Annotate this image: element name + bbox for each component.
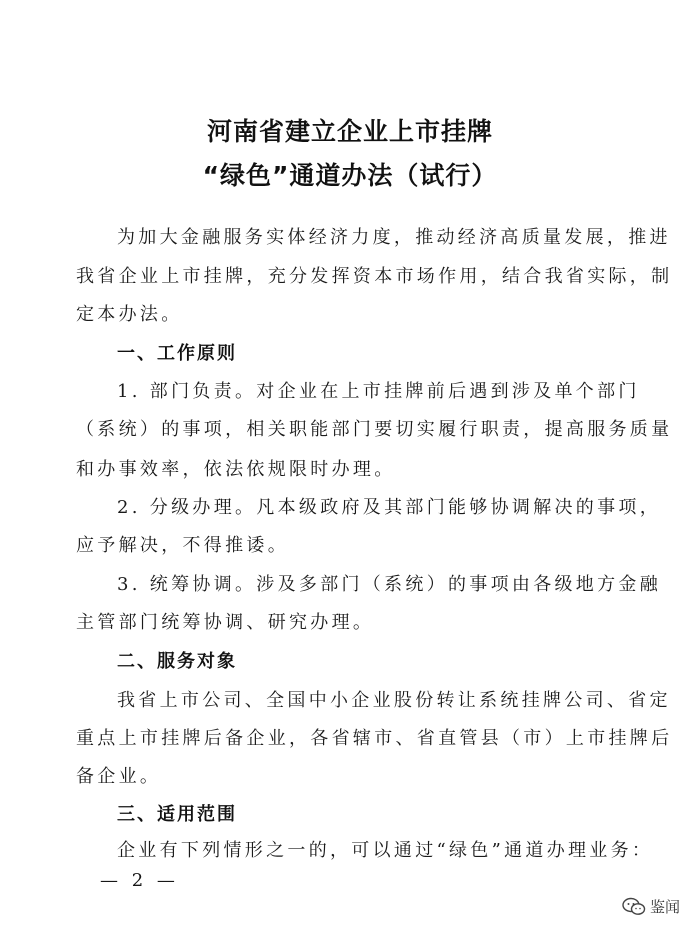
section1-item2-line-1: 2. 分级办理。凡本级政府及其部门能够协调解决的事项， — [117, 497, 661, 518]
section1-item1-line-3: 和办事效率，依法依规限时办理。 — [76, 459, 396, 480]
section1-item1-line-1: 1. 部门负责。对企业在上市挂牌前后遇到涉及单个部门 — [117, 381, 640, 402]
page-number: — 2 — — [100, 870, 179, 891]
section2-line-2: 重点上市挂牌后备企业，各省辖市、省直管县（市）上市挂牌后 — [76, 728, 673, 749]
document-title-line-1: 河南省建立企业上市挂牌 — [206, 117, 493, 146]
section-heading-2: 二、服务对象 — [117, 651, 237, 672]
document-title-line-2: “绿色”通道办法（试行） — [202, 161, 498, 190]
section1-item1-line-2: （系统）的事项，相关职能部门要切实履行职责，提高服务质量 — [76, 419, 673, 440]
section2-line-3: 备企业。 — [76, 766, 162, 787]
intro-line-1: 为加大金融服务实体经济力度，推动经济高质量发展，推进 — [117, 227, 671, 248]
section-heading-1: 一、工作原则 — [117, 343, 237, 364]
intro-line-2: 我省企业上市挂牌，充分发挥资本市场作用，结合我省实际，制 — [76, 266, 673, 287]
intro-line-3: 定本办法。 — [76, 304, 183, 325]
section2-line-1: 我省上市公司、全国中小企业股份转让系统挂牌公司、省定 — [117, 690, 671, 711]
section1-item3-line-2: 主管部门统筹协调、研究办理。 — [76, 612, 375, 633]
wechat-icon — [622, 897, 646, 917]
section-heading-3: 三、适用范围 — [117, 804, 237, 825]
section3-line-1: 企业有下列情形之一的，可以通过“绿色”通道办理业务： — [117, 840, 654, 861]
section1-item3-line-1: 3. 统筹协调。涉及多部门（系统）的事项由各级地方金融 — [117, 574, 661, 595]
section1-item2-line-2: 应予解决，不得推诿。 — [76, 535, 289, 556]
watermark — [622, 896, 680, 917]
watermark-text: 鉴闻 — [649, 898, 680, 916]
